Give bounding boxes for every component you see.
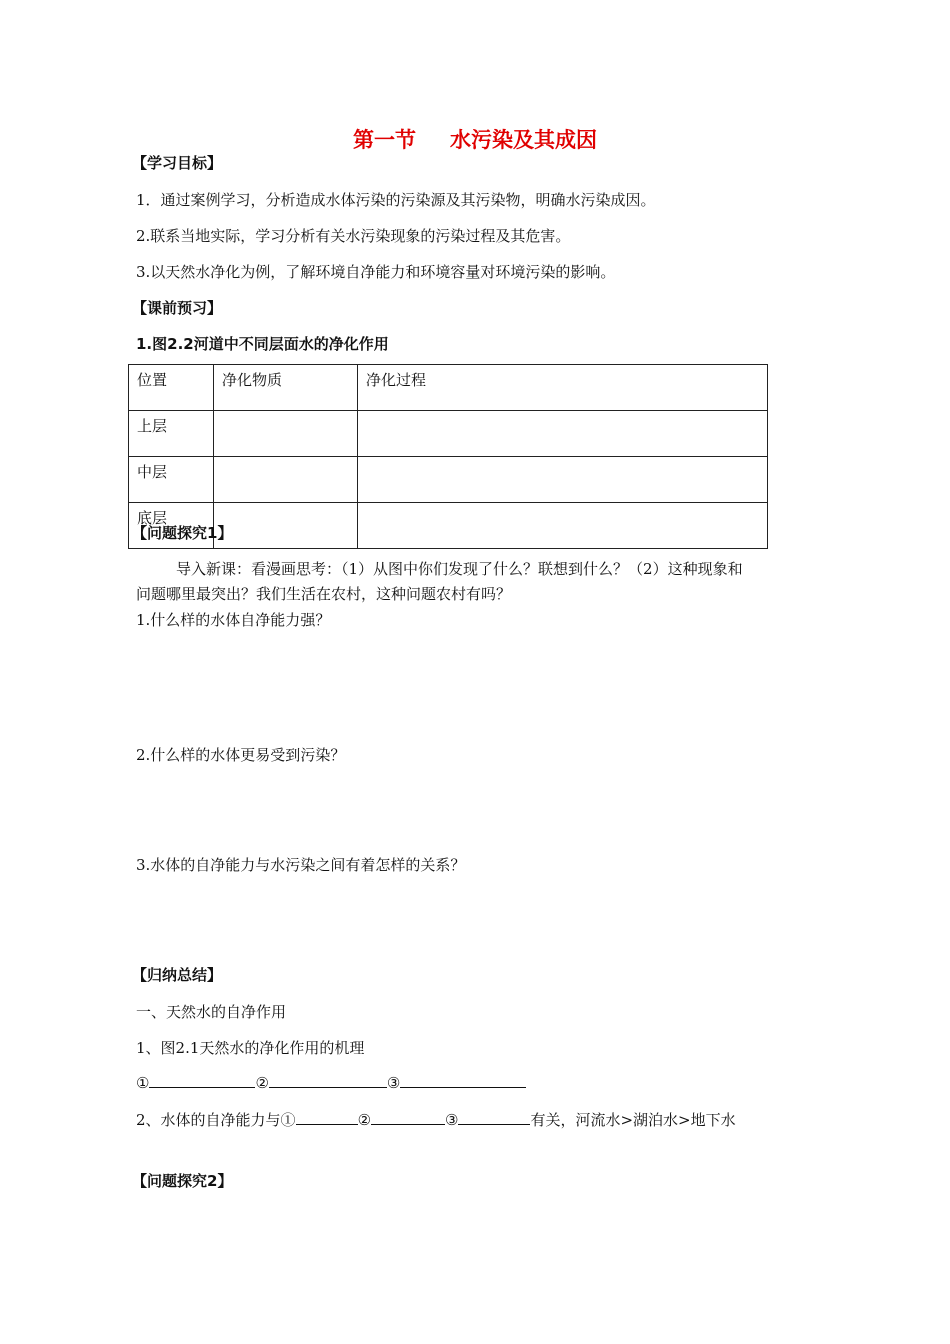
table-cell: 中层 [129,457,214,503]
table-cell [358,503,768,549]
blank-marker: ③ [386,1074,401,1092]
table-cell [214,503,358,549]
explore1-question-1: 1.什么样的水体自净能力强？ [136,611,331,629]
table-cell [358,457,768,503]
table-row [129,411,768,457]
objective-1: 1．通过案例学习，分析造成水体污染的污染源及其污染物，明确水污染成因。 [136,191,656,209]
table-cell [214,457,358,503]
explore2-heading: 【问题探究2】 [132,1172,233,1190]
objectives-heading: 【学习目标】 [132,154,223,172]
fill-blank[interactable] [149,1073,255,1088]
blank-marker: ② [357,1111,372,1129]
self-purification-factors [136,1109,736,1130]
table-row [129,457,768,503]
table-header-cell: 净化过程 [358,365,768,411]
table-header-row [129,365,768,411]
table-cell [358,411,768,457]
explore1-question-2: 2.什么样的水体更易受到污染？ [136,746,346,764]
objective-3: 3.以天然水净化为例，了解环境自净能力和环境容量对环境污染的影响。 [136,263,616,281]
table-cell: 底层 [129,503,214,549]
fill-blank[interactable] [458,1110,530,1125]
preview-heading: 【课前预习】 [132,299,223,317]
fill-blank[interactable] [296,1110,358,1125]
blank-marker: ② [255,1074,269,1092]
fill-blank[interactable] [269,1073,387,1088]
explore1-heading: 【问题探究1】 [132,524,233,542]
blank-marker: ① [136,1074,150,1092]
explore1-question-3: 3.水体的自净能力与水污染之间有着怎样的关系？ [136,856,466,874]
factors-prefix: 2、水体的自净能力与 [136,1111,281,1129]
summary-line-2: 1、图2.1天然水的净化作用的机理 [136,1039,365,1057]
explore1-intro-line1: 导入新课：看漫画思考：（1）从图中你们发现了什么？联想到什么？（2）这种现象和 [176,560,743,578]
mechanism-blanks [136,1073,526,1092]
table-header-cell: 位置 [129,365,214,411]
title-section-number: 第一节 [353,128,416,152]
summary-heading: 【归纳总结】 [132,966,223,984]
title-topic: 水污染及其成因 [450,128,597,152]
table-cell: 上层 [129,411,214,457]
explore1-intro-line2: 问题哪里最突出？我们生活在农村，这种问题农村有吗？ [136,585,512,603]
page-title [0,124,950,154]
blank-marker: ③ [445,1111,459,1129]
factors-suffix: 有关，河流水>湖泊水>地下水 [530,1111,736,1129]
fill-blank[interactable] [400,1073,526,1088]
blank-marker: ① [280,1111,296,1129]
table-cell [214,411,358,457]
objective-2: 2.联系当地实际，学习分析有关水污染现象的污染过程及其危害。 [136,227,571,245]
fill-blank[interactable] [371,1110,445,1125]
table-header-cell: 净化物质 [214,365,358,411]
summary-line-1: 一、天然水的自净作用 [136,1003,287,1021]
preview-table-caption: 1.图2.2河道中不同层面水的净化作用 [136,335,389,353]
